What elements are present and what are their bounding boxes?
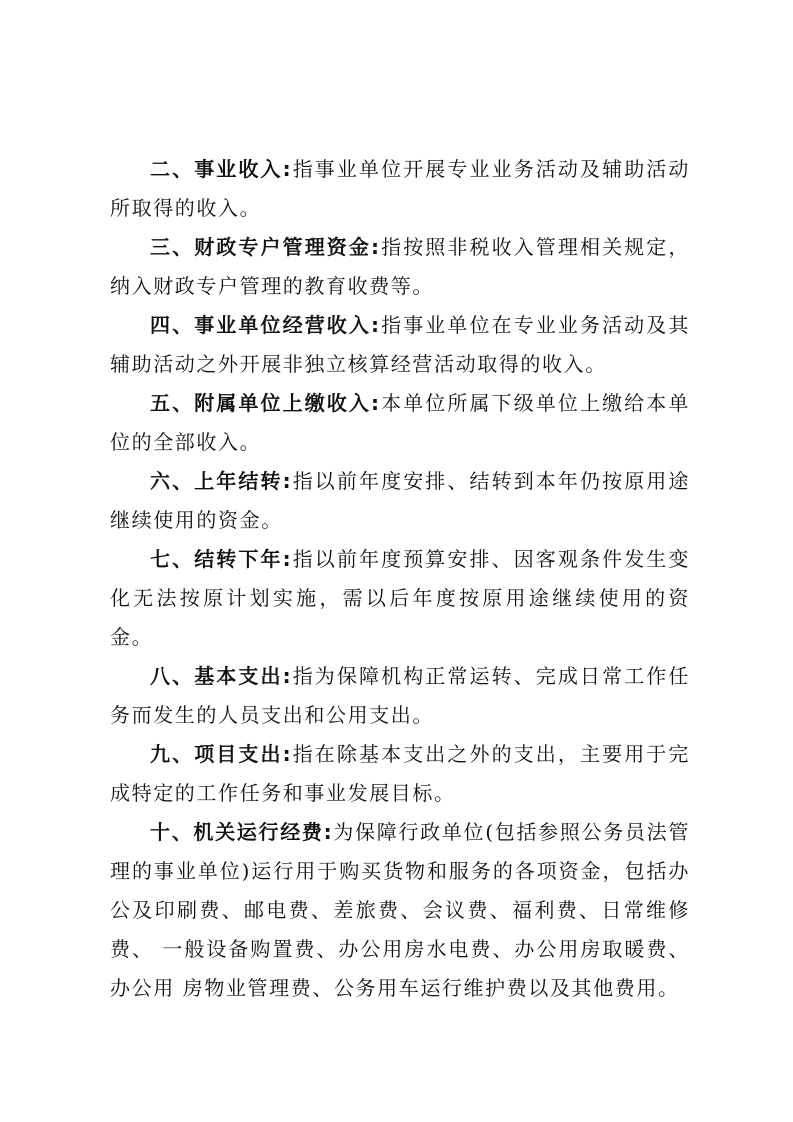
term-definition: 指为保障机构正常运转、完成日常工作任务而发生的人员支出和公用支出。	[110, 664, 690, 727]
term-definition: 指事业单位开展专业业务活动及辅助活动所取得的收入。	[110, 157, 690, 220]
term-heading: 三、财政专户管理资金:	[150, 235, 381, 259]
paragraph-basic-expenditure	[110, 657, 690, 735]
term-heading: 五、附属单位上缴收入:	[150, 391, 381, 415]
paragraph-fiscal-account-funds	[110, 228, 690, 306]
term-definition: 为保障行政单位(包括参照公务员法管理的事业单位)运行用于购买货物和服务的各项资金，包括办公及印刷费、邮电费、差旅费、会议费、福利费、日常维修费、 一般设备购置费、办公用房水电费、办公用房取暖费、办公用 房物业管理费、公务用车运行维护费以及其他费用。	[110, 820, 690, 1000]
term-heading: 七、结转下年:	[150, 547, 293, 571]
term-definition: 指以前年度安排、结转到本年仍按原用途继续使用的资金。	[110, 469, 690, 532]
paragraph-subsidiary-income	[110, 384, 690, 462]
paragraph-prior-year-carryover	[110, 462, 690, 540]
term-heading: 九、项目支出:	[150, 742, 293, 766]
paragraph-business-income	[110, 150, 690, 228]
document-body	[110, 150, 690, 1008]
paragraph-operating-expenses	[110, 813, 690, 1008]
paragraph-carryover-next-year	[110, 540, 690, 657]
term-definition: 指事业单位在专业业务活动及其辅助活动之外开展非独立核算经营活动取得的收入。	[110, 313, 690, 376]
term-definition: 本单位所属下级单位上缴给本单位的全部收入。	[110, 391, 690, 454]
term-heading: 二、事业收入:	[150, 157, 293, 181]
term-definition: 指以前年度预算安排、因客观条件发生变化无法按原计划实施，需以后年度按原用途继续使用的资金。	[110, 547, 690, 649]
term-definition: 指按照非税收入管理相关规定，纳入财政专户管理的教育收费等。	[110, 235, 690, 298]
term-heading: 六、上年结转:	[150, 469, 293, 493]
term-definition: 指在除基本支出之外的支出，主要用于完成特定的工作任务和事业发展目标。	[110, 742, 690, 805]
term-heading: 十、机关运行经费:	[150, 820, 334, 844]
term-heading: 八、基本支出:	[150, 664, 293, 688]
paragraph-project-expenditure	[110, 735, 690, 813]
term-heading: 四、事业单位经营收入:	[150, 313, 381, 337]
paragraph-operating-income	[110, 306, 690, 384]
